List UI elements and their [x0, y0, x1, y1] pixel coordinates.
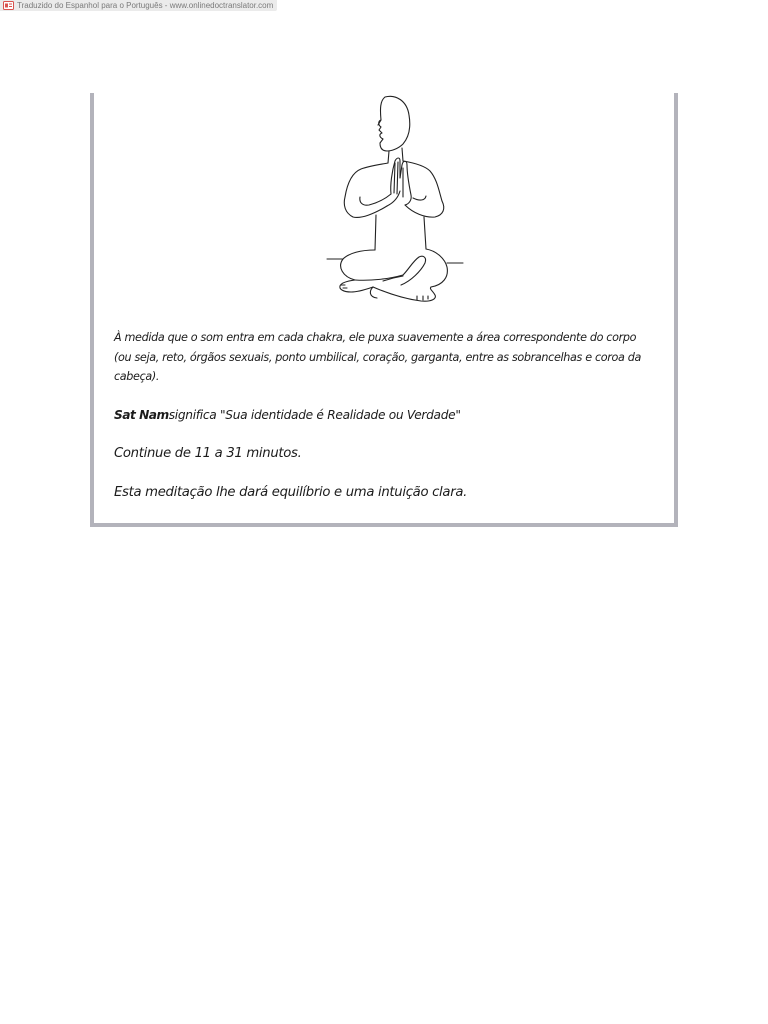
translator-banner[interactable] — [0, 0, 277, 11]
paragraph-sat-nam — [114, 406, 654, 424]
translator-banner-text[interactable]: Traduzido do Espanhol para o Português - www.onlinedoctranslator.com — [17, 1, 274, 10]
translator-logo-icon — [3, 1, 14, 10]
paragraph-duration: Continue de 11 a 31 minutos. — [114, 446, 302, 461]
meditation-pose-illustration — [299, 93, 471, 311]
document-content-box — [90, 93, 678, 527]
sat-nam-meaning: significa "Sua identidade é Realidade ou Verdade" — [168, 408, 461, 422]
paragraph-benefit: Esta meditação lhe dará equilíbrio e uma intuição clara. — [114, 485, 467, 500]
sat-nam-term: Sat Nam — [114, 408, 169, 422]
paragraph-chakra-description: À medida que o som entra em cada chakra, ele puxa suavemente a área correspondente do corpo (ou seja, reto, órgãos sexuais, ponto umbilical, coração, garganta, entre as sobrancelhas e coroa da cabeça). — [114, 331, 641, 383]
